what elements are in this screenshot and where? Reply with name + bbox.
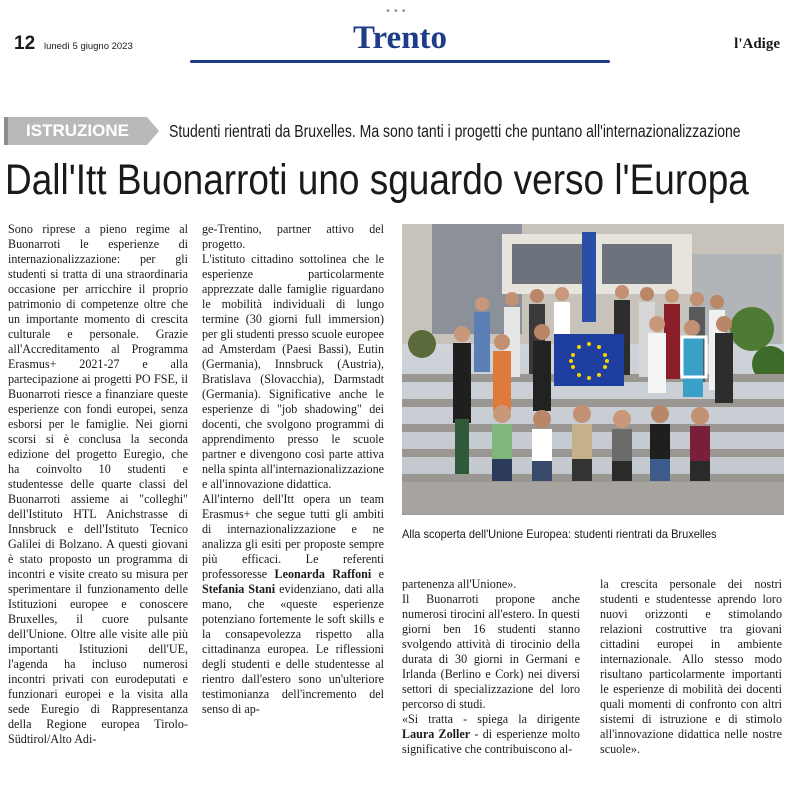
text-column-2 — [202, 222, 384, 717]
column-2-text-c: evidenziano, dati alla mano, che «queste esperienze potenziano fortemente le soft skills e la consapevolezza rispetto alla cittadinanza europea. Le riflessioni degli studenti e delle studentesse al rientro dall'estero sono un'ulteriore testimonianza dell'incremento del senso di ap- — [202, 582, 384, 716]
column-3-text-a: «Si tratta - spiega la dirigente — [402, 712, 580, 726]
section-tag-label: ISTRUZIONE — [26, 121, 129, 140]
text-column-1 — [8, 222, 188, 747]
issue-date: lunedì 5 giugno 2023 — [44, 41, 133, 52]
column-2-text-a: All'interno dell'Itt opera un team Erasmus+ che segue tutti gli ambiti di internazionalizzazione e ne analizza gli esiti per proposte sempre più efficaci. Le referenti professoresse — [202, 492, 384, 581]
teacher-name-1: Leonarda Raffoni — [274, 567, 372, 581]
header-rule — [190, 60, 610, 63]
column-3-paragraph-3 — [402, 712, 580, 757]
column-3-paragraph-1: partenenza all'Unione». — [402, 577, 517, 591]
page-number: 12 — [14, 33, 36, 54]
principal-name: Laura Zoller — [402, 727, 471, 741]
column-3-paragraph-2: Il Buonarroti propone anche numerosi tirocini all'estero. In questi giorni ben 16 studenti stanno svolgendo attività di tirocinio della durata di 30 giorni in Germani e Irlanda (Berlino e Cork) nei diversi settori di specializzazione del loro percorso di studi. — [402, 592, 580, 711]
column-4-text: la crescita personale dei nostri studenti e studentesse aprendo loro nuovi orizzonti e stimolando relazioni costruttive tra giovani cittadini europei in ambiente internazionale. Allo stesso modo risultano particolarmente importanti le esperienze di mobilità dei docenti quali momenti di confronto con altri sistemi di istruzione e di stimolo all'innovazione didattica nelle nostre scuole». — [600, 577, 782, 756]
group-photo-illustration — [402, 224, 784, 514]
section-title: Trento — [352, 20, 448, 56]
text-column-3 — [402, 577, 580, 757]
column-2-paragraph-2: L'istituto cittadino sottolinea che le esperienze particolarmente apprezzate dalle famiglie riguardano le mobilità individuali di lungo termine (30 giorni full immersion) per gli studenti presso scuole europee ad Amsterdam (Paesi Bassi), Eutin (Germania), Innsbruck (Austria), Bratislava (Slovacchia), Darmstadt (Germania). Significative anche le esperienze di "job shadowing" dei docenti, che svolgono programmi di apprendimento presso le scuole partner e divengono così parte attiva nella spinta all'internazionalizzazione e all'innovazione didattica. — [202, 252, 384, 491]
article-photo — [402, 224, 784, 515]
teacher-name-2: Stefania Stani — [202, 582, 276, 596]
tag-bar — [4, 117, 8, 145]
column-2-paragraph-3 — [202, 492, 384, 717]
article-subtitle: Studenti rientrati da Bruxelles. Ma sono tanti i progetti che puntano all'internazionalizzazione — [168, 120, 741, 141]
text-column-4 — [600, 577, 782, 757]
newspaper-brand: l'Adige — [734, 36, 780, 52]
column-1-text: Sono riprese a pieno regime al Buonarroti le esperienze di internazionalizzazione: per gli studenti si tratta di una straordinaria occasione per arricchire il proprio patrimonio di competenze oltre che un importante momento di crescita culturale e personale. Grazie all'Accreditamento al Programma Erasmus+ 2021-27 e alla partecipazione ai progetti PO FSE, il Buonarroti riesce a finanziare queste esperienze con fondi europei, senza esborsi per le famiglie. Nei giorni scorsi si è conclusa la seconda edizione del progetto Euregio, che ha coinvolto 10 studenti e studentesse delle quarte classi del Buonarroti assieme ai "colleghi" dell'Istituto HTL Anichstrasse di Innsbruck e dell'Istituto Tecnico Galilei di Bolzano. A questi giovani è stato proposto un programma di incontri e visite creato su misura per sperimentare il funzionamento delle Istituzioni europee e conoscere Bruxelles, il cuore pulsante dell'Unione. Oltre alle visite alle più importanti Istituzioni dell'UE, l'agenda ha incluso numerosi incontri privati con eurodeputati e funzionari europei e la visita alla sede Euregio di Rappresentanza della Regione europea Tirolo-Südtirol/Alto Adi- — [8, 222, 188, 746]
photo-caption: Alla scoperta dell'Unione Europea: studenti rientrati da Bruxelles — [402, 527, 717, 541]
kicker — [4, 117, 800, 145]
column-3-text-b: - di esperienze molto significative che contribuiscono al- — [402, 727, 580, 756]
article-headline: Dall'Itt Buonarroti uno sguardo verso l'Europa — [5, 156, 749, 204]
section-tag — [4, 117, 147, 145]
page-indicator-dots: ••• — [385, 6, 409, 17]
column-2-paragraph-1: ge-Trentino, partner attivo del progetto. — [202, 222, 384, 251]
column-2-text-b: e — [378, 567, 385, 581]
